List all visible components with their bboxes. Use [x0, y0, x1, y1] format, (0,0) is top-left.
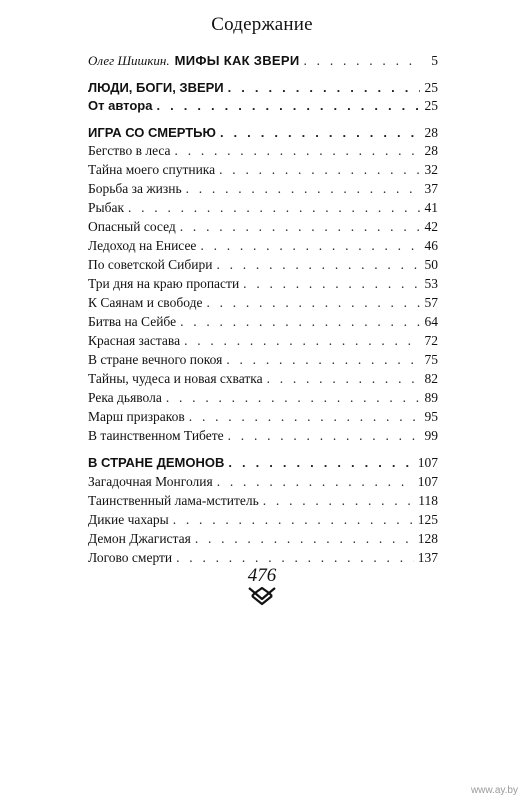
toc-page-number: 95: [424, 409, 438, 424]
leader-dots: [243, 276, 420, 292]
leader-dots: [216, 257, 420, 273]
toc-page-number: 5: [431, 53, 438, 68]
leader-dots: [228, 80, 420, 96]
toc-page-number: 25: [424, 80, 438, 95]
leader-dots: [156, 98, 420, 114]
toc-page-number: 125: [417, 512, 438, 527]
section-title: ИГРА СО СМЕРТЬЮ: [88, 125, 216, 140]
page-title: Содержание: [211, 14, 313, 35]
entry-title: От автора: [88, 98, 153, 113]
toc-page-number: 25: [424, 98, 438, 113]
entry-title: Река дьявола: [88, 390, 162, 405]
toc-page-number: 75: [424, 352, 438, 367]
toc-entry: [88, 428, 438, 444]
toc-page-number: 64: [424, 314, 438, 329]
toc-page-number: 28: [424, 125, 438, 140]
entry-title: Тайны, чудеса и новая схватка: [88, 371, 263, 386]
leader-dots: [189, 409, 420, 425]
entry-title: В таинственном Тибете: [88, 428, 224, 443]
toc-page-number: 89: [424, 390, 438, 405]
toc-page-number: 99: [424, 428, 438, 443]
toc-entry: [88, 409, 438, 425]
toc-page-number: 137: [417, 550, 438, 565]
toc-intro-label: [88, 53, 300, 69]
leader-dots: [200, 238, 420, 254]
leader-dots: [228, 455, 413, 471]
leader-dots: [226, 352, 420, 368]
leader-dots: [173, 512, 414, 528]
toc-page-number: 32: [424, 162, 438, 177]
entry-title: Логово смерти: [88, 550, 173, 565]
toc-page-number: 50: [424, 257, 438, 272]
toc-entry: [88, 352, 438, 368]
toc-entry: [88, 550, 438, 566]
leader-dots: [176, 550, 414, 566]
toc-entry: [88, 98, 438, 114]
toc-entry: [88, 181, 438, 197]
toc-page-number: 107: [417, 474, 438, 489]
toc-page-number: 72: [424, 333, 438, 348]
toc-entry: [88, 257, 438, 273]
leader-dots: [186, 181, 420, 197]
entry-title: Красная застава: [88, 333, 181, 348]
watermark: www.ay.by: [470, 785, 518, 796]
leader-dots: [206, 295, 420, 311]
toc-entry: [88, 333, 438, 349]
entry-title: Демон Джагистая: [88, 531, 191, 546]
entry-title: По советской Сибири: [88, 257, 213, 272]
entry-title: Загадочная Монголия: [88, 474, 213, 489]
toc-entry: [88, 276, 438, 292]
toc-entry: [88, 162, 438, 178]
toc-page-number: 128: [417, 531, 438, 546]
intro-title: МИФЫ КАК ЗВЕРИ: [174, 53, 300, 68]
toc-entry: [88, 493, 438, 509]
leader-dots: [175, 143, 420, 159]
entry-title: Опасный сосед: [88, 219, 176, 234]
leader-dots: [184, 333, 420, 349]
toc-entry: [88, 238, 438, 254]
leader-dots: [263, 493, 414, 509]
entry-title: В стране вечного покоя: [88, 352, 223, 367]
toc-entry: [88, 474, 438, 490]
section-title: В СТРАНЕ ДЕМОНОВ: [88, 455, 225, 470]
toc-entry: [88, 295, 438, 311]
toc-section-heading: [88, 80, 438, 96]
toc-page-number: 53: [424, 276, 438, 291]
leader-dots: [195, 531, 414, 547]
entry-title: Ледоход на Енисее: [88, 238, 197, 253]
leader-dots: [220, 125, 420, 141]
toc-section-heading: [88, 455, 438, 471]
leader-dots: [180, 314, 420, 330]
entry-title: Рыбак: [88, 200, 124, 215]
toc-page-number: 41: [424, 200, 438, 215]
toc-page-number: 57: [424, 295, 438, 310]
leader-dots: [219, 162, 420, 178]
leader-dots: [217, 474, 414, 490]
toc-intro-row: [88, 53, 438, 69]
toc-entry: [88, 371, 438, 387]
toc-entry: [88, 143, 438, 159]
knot-ornament-icon: [246, 585, 278, 607]
toc-page-number: 46: [424, 238, 438, 253]
entry-title: Таинственный лама-мститель: [88, 493, 259, 508]
entry-title: Тайна моего спутника: [88, 162, 216, 177]
entry-title: Борьба за жизнь: [88, 181, 182, 196]
leader-dots: [180, 219, 420, 235]
toc-page-number: 28: [424, 143, 438, 158]
toc-page-number: 42: [424, 219, 438, 234]
entry-title: Битва на Сейбе: [88, 314, 177, 329]
toc-entry: [88, 512, 438, 528]
toc-entry: [88, 314, 438, 330]
toc-section-heading: [88, 125, 438, 141]
toc-page-number: 82: [424, 371, 438, 386]
intro-author: Олег Шишкин.: [88, 53, 170, 68]
leader-dots: [128, 200, 420, 216]
entry-title: Марш призраков: [88, 409, 185, 424]
toc-page-number: 118: [418, 493, 438, 508]
section-title: ЛЮДИ, БОГИ, ЗВЕРИ: [88, 80, 224, 95]
toc-page-number: 37: [424, 181, 438, 196]
leader-dots: [267, 371, 420, 387]
toc-entry: [88, 200, 438, 216]
leader-dots: [304, 53, 420, 69]
entry-title: Дикие чахары: [88, 512, 169, 527]
page-number: 476: [247, 565, 277, 586]
toc-entry: [88, 219, 438, 235]
leader-dots: [166, 390, 420, 406]
toc-entry: [88, 390, 438, 406]
toc-page-number: 107: [417, 455, 438, 470]
entry-title: Бегство в леса: [88, 143, 171, 158]
entry-title: Три дня на краю пропасти: [88, 276, 240, 291]
leader-dots: [228, 428, 420, 444]
toc-entry: [88, 531, 438, 547]
entry-title: К Саянам и свободе: [88, 295, 203, 310]
